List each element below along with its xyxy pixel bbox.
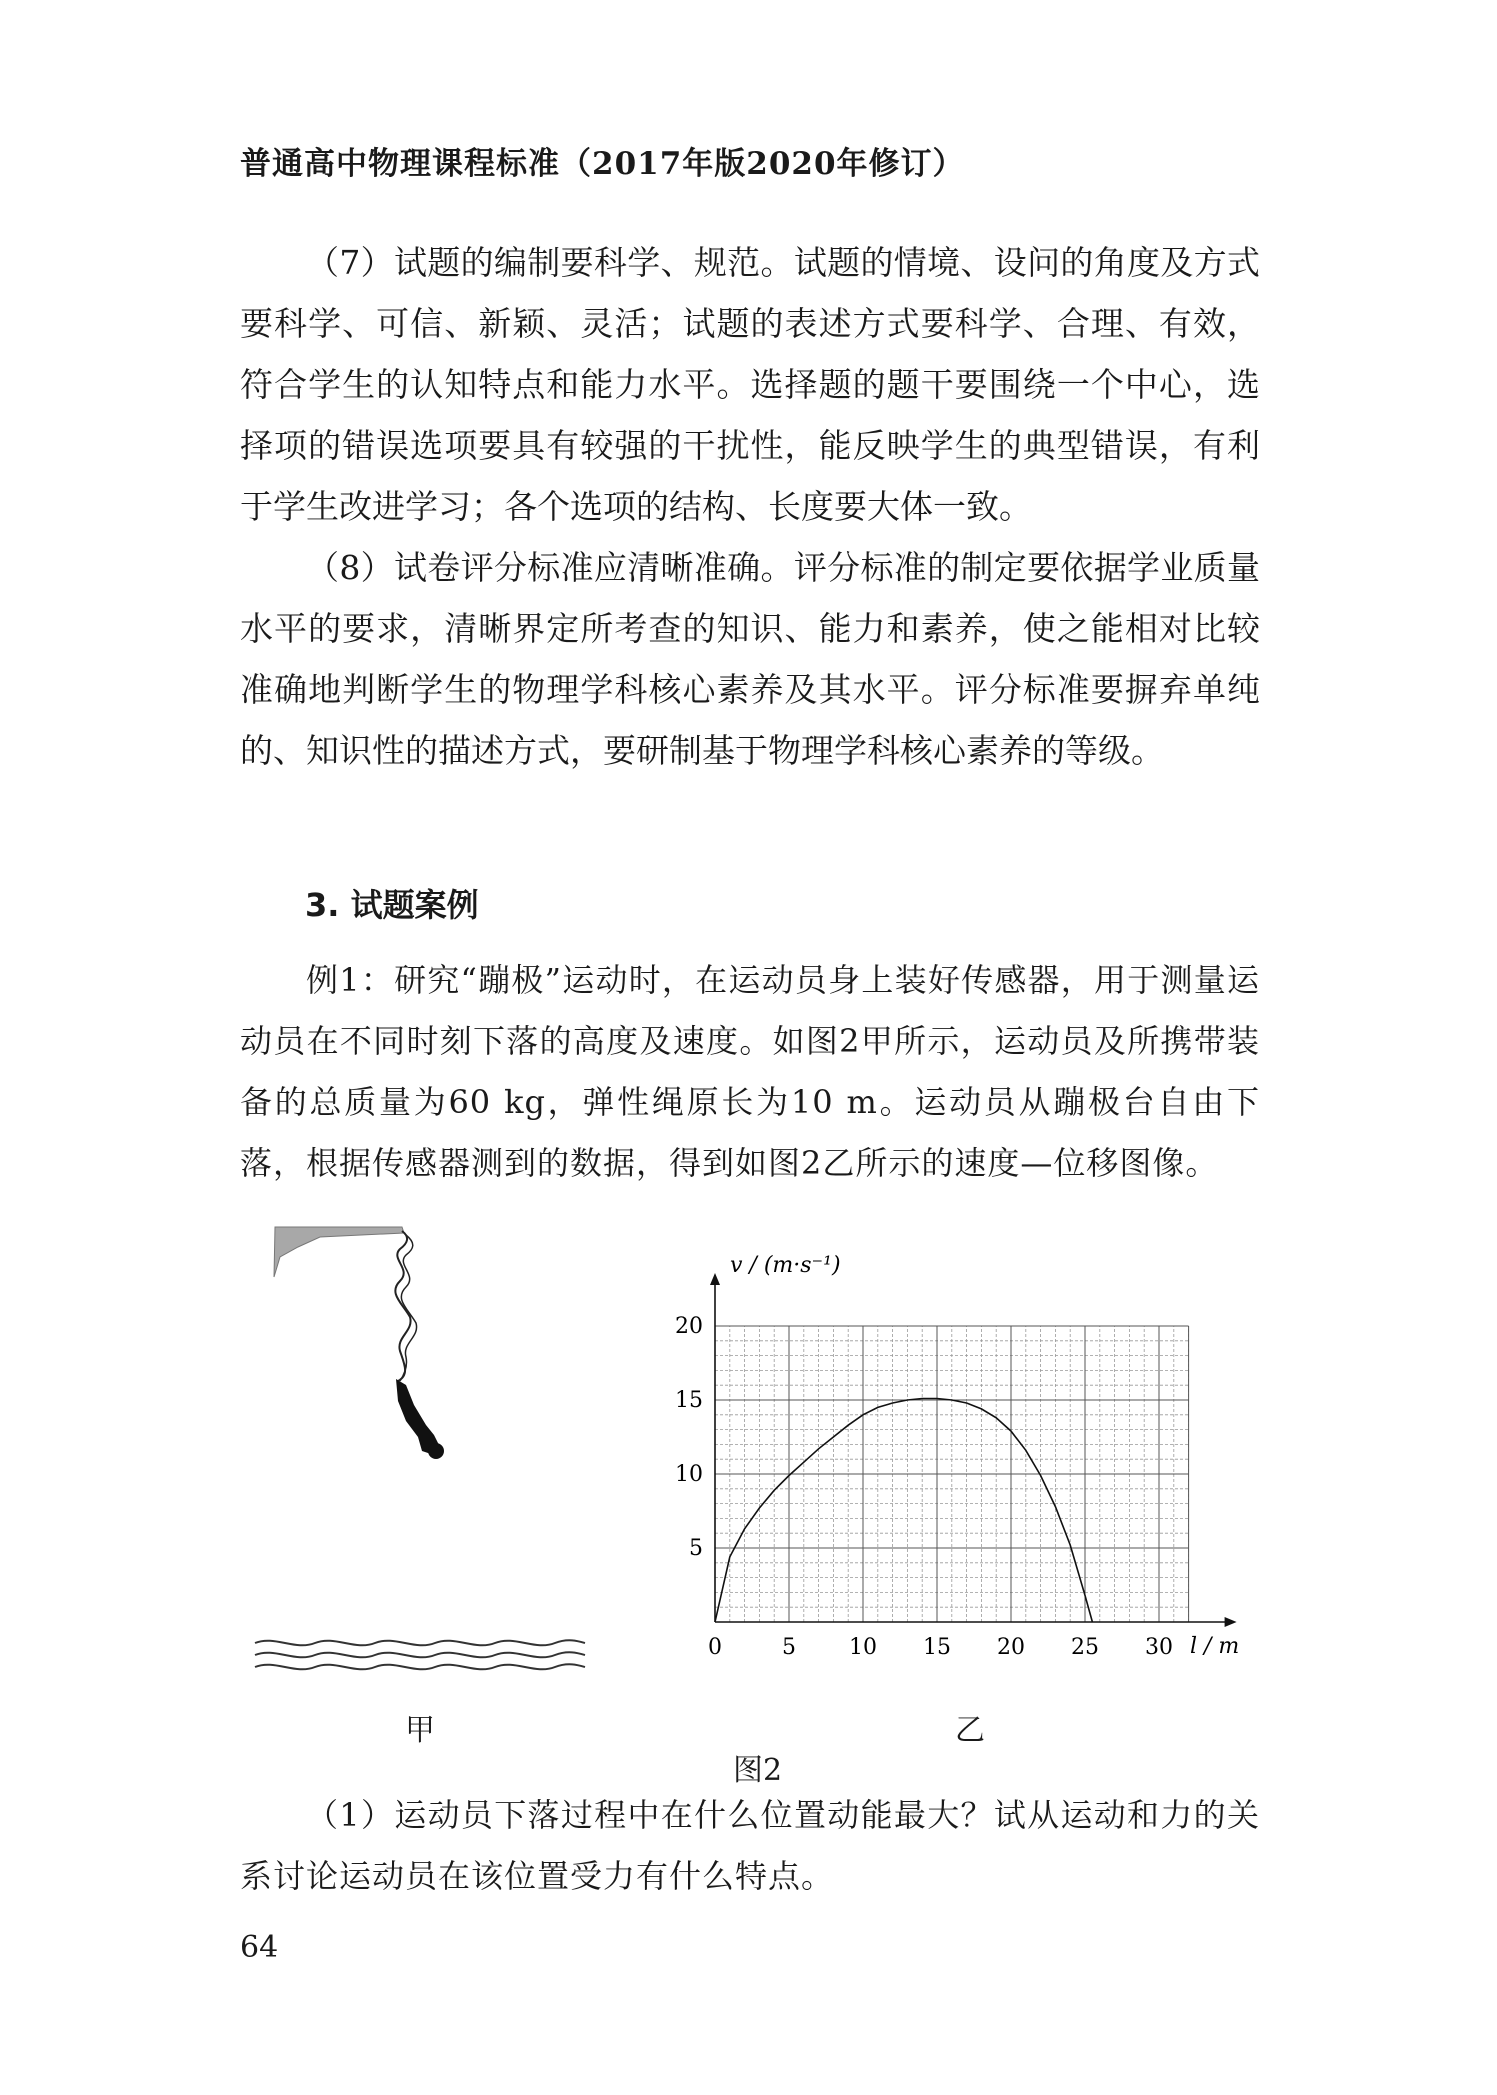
example-1-text: 例1：研究“蹦极”运动时，在运动员身上装好传感器，用于测量运动员在不同时刻下落的高度及速度。如图2甲所示，运动员及所携带装备的总质量为60 kg，弹性绳原长为10 m。运动员从蹦极台自由下落，根据传感器测到的数据，得到如图2乙所示的速度—位移图像。	[240, 961, 1260, 1182]
x-tick-label: 5	[782, 1635, 796, 1660]
paragraph-7: （7）试题的编制要科学、规范。试题的情境、设问的角度及方式要科学、可信、新颖、灵活；试题的表述方式要科学、合理、有效，符合学生的认知特点和能力水平。选择题的题干要围绕一个中心，选择项的错误选项要具有较强的干扰性，能反映学生的典型错误，有利于学生改进学习；各个选项的结构、长度要大体一致。	[240, 243, 1260, 526]
y-tick-labels	[675, 1314, 703, 1561]
y-axis-label: v / (m·s⁻¹)	[730, 1253, 841, 1278]
figure-caption: 图2	[733, 1753, 783, 1788]
question-1: （1）运动员下落过程中在什么位置动能最大？试从运动和力的关系讨论运动员在该位置受力有什么特点。	[240, 1796, 1260, 1895]
x-tick-label: 15	[923, 1635, 951, 1660]
velocity-curve	[715, 1399, 1092, 1623]
figure-label-yi: 乙	[955, 1713, 985, 1748]
y-tick-label: 5	[689, 1536, 703, 1561]
x-tick-labels	[708, 1635, 1173, 1660]
page-number: 64	[240, 1930, 279, 1965]
x-axis-arrow	[1225, 1617, 1237, 1627]
jumper-figure	[396, 1379, 444, 1459]
x-tick-label: 30	[1145, 1635, 1173, 1660]
y-tick-label: 10	[675, 1462, 703, 1487]
water-waves	[255, 1640, 585, 1669]
velocity-displacement-chart	[670, 1250, 1240, 1670]
paragraph-8: （8）试卷评分标准应清晰准确。评分标准的制定要依据学业质量水平的要求，清晰界定所考查的知识、能力和素养，使之能相对比较准确地判断学生的物理学科核心素养及其水平。评分标准要摒弃单纯的、知识性的描述方式，要研制基于物理学科核心素养的等级。	[240, 548, 1260, 770]
x-tick-label: 20	[997, 1635, 1025, 1660]
y-tick-label: 20	[675, 1314, 703, 1339]
jump-platform	[274, 1227, 404, 1277]
x-tick-label: 10	[849, 1635, 877, 1660]
x-axis-label: l / m	[1190, 1634, 1240, 1659]
x-tick-label: 0	[708, 1635, 722, 1660]
y-tick-label: 15	[675, 1388, 703, 1413]
y-axis-arrow	[710, 1273, 720, 1285]
bungee-illustration	[250, 1225, 595, 1695]
section-title: 3. 试题案例	[305, 886, 479, 924]
x-tick-label: 25	[1071, 1635, 1099, 1660]
figure-label-jia: 甲	[405, 1713, 435, 1748]
page-header: 普通高中物理课程标准（2017年版2020年修订）	[240, 146, 965, 182]
